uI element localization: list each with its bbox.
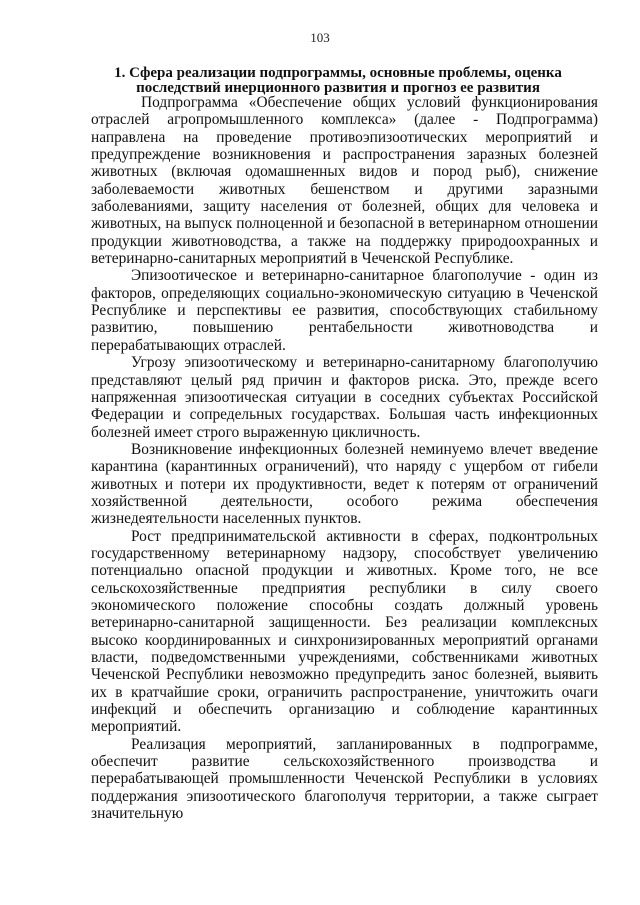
- body-text: [91, 94, 598, 822]
- paragraph: Рост предпринимательской активности в сферах, подконтрольных государственному ветеринарному надзору, способствует увеличению потенциально опасной продукции и животных. Кроме того, не все сельскохозяйственные предприятия республики в силу своего экономического положение способны создать должный уровень ветеринарно-санитарной защищенности. Без реализации комплексных высоко координированных и синхронизированных мероприятий органами власти, подведомственными учреждениями, собственниками животных Чеченской Республики невозможно предупредить занос болезней, выявить их в кратчайшие сроки, ограничить распространение, уничтожить очаги инфекций и обеспечить организацию и соблюдение карантинных мероприятий.: [91, 527, 598, 736]
- section-title: 1. Сфера реализации подпрограммы, основные проблемы, оценка последствий инерционного развития и прогноз ее развития: [114, 65, 562, 96]
- paragraph: Угрозу эпизоотическому и ветеринарно-санитарному благополучию представляют целый ряд причин и факторов риска. Это, прежде всего напряженная эпизоотическая ситуации в соседних субъектах Российской Федерации и сопредельных государствах. Большая часть инфекционных болезней имеет строго выраженную цикличность.: [91, 354, 598, 441]
- paragraph: Эпизоотическое и ветеринарно-санитарное благополучие - один из факторов, определяющих социально-экономическую ситуацию в Чеченской Республике и перспективы ее развития, способствующих стабильному развитию, повышению рентабельности животноводства и перерабатывающих отраслей.: [91, 267, 598, 354]
- paragraph: Реализация мероприятий, запланированных в подпрограмме, обеспечит развитие сельскохозяйственного производства и перерабатывающей промышленности Чеченской Республики в условиях поддержания эпизоотического благополучя территории, а также сыграет значительную: [91, 735, 598, 823]
- paragraph: Возникновение инфекционных болезней неминуемо влечет введение карантина (карантинных ограничений), что наряду с ущербом от гибели животных и потери их продуктивности, ведет к потерям от ограничений хозяйственной деятельности, особого режима обеспечения жизнедеятельности населенных пунктов.: [91, 440, 598, 528]
- page-number: 103: [310, 30, 330, 45]
- paragraph: Подпрограмма «Обеспечение общих условий функционирования отраслей агропромышленного комплекса» (далее - Подпрограмма) направлена на проведение противоэпизоотических мероприятий и предупреждение возникновения и распространения заразных болезней животных (включая одомашненных видов и пород рыб), снижение заболеваемости животных бешенством и другими заразными заболеваниями, защиту населения от болезней, общих для человека и животных, на выпуск полноценной и безопасной в ветеринарном отношении продукции животноводства, а также на поддержку природоохранных и ветеринарно-санитарных мероприятий в Чеченской Республике.: [91, 94, 598, 268]
